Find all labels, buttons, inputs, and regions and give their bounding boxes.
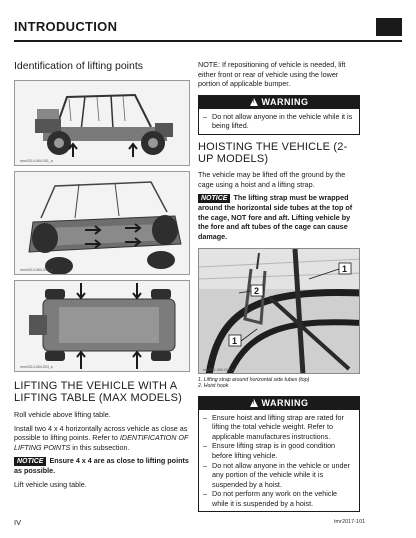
paragraph-lift: Lift vehicle using table. <box>14 479 87 489</box>
warning-label: WARNING <box>261 96 309 107</box>
header-tab-block <box>376 18 402 36</box>
warning-item: – Do not allow anyone in the vehicle while it is being lifted. <box>203 112 355 131</box>
warning-item: – Do not allow anyone in the vehicle or under any portion of the vehicle while it is suspended by a hoist. <box>203 461 355 490</box>
warning-item: – Do not perform any work on the vehicle while it is suspended by a hoist. <box>203 489 355 508</box>
figure-bottom-view <box>14 280 190 372</box>
paragraph-install <box>14 424 196 453</box>
paragraph-roll-vehicle: Roll vehicle above lifting table. <box>14 410 111 419</box>
section-title-hoisting: HOISTING THE VEHICLE (2-UP MODELS) <box>198 140 348 165</box>
warning-body <box>199 109 359 134</box>
notice-badge: NOTICE <box>198 194 230 203</box>
hoist-photo <box>198 248 360 374</box>
notice-paragraph <box>14 456 196 476</box>
paragraph-hoist-intro: The vehicle may be lifted off the ground by the cage using a hoist and a lifting strap. <box>198 169 346 189</box>
callout-number: 1 <box>232 335 238 346</box>
figure-underside-view <box>14 171 190 275</box>
callout-number: 1 <box>342 263 348 274</box>
vehicle-side-view-illustration <box>15 81 190 166</box>
cross-reference-link[interactable]: IDENTIFICATION OF LIFTING POINTS <box>14 433 189 452</box>
vehicle-bottom-illustration <box>15 281 190 372</box>
warning-label: WARNING <box>261 397 309 408</box>
note-paragraph: NOTE: If repositioning of vehicle is needed, lift either front or rear of vehicle using the lower portion of applicable bumper. <box>198 60 346 89</box>
notice-text: Ensure 4 x 4 are as close to lifting points as possible. <box>14 456 189 476</box>
vehicle-underside-illustration <box>15 172 190 275</box>
page-number: IV <box>14 518 22 527</box>
lifting-points-heading: Identification of lifting points <box>14 60 143 72</box>
figure-side-view <box>14 80 190 166</box>
warning-item-text: Ensure hoist and lifting strap are rated for lifting the total vehicle weight. Refer to applicable manufactures instructions. <box>212 412 344 441</box>
hoist-strap-photo-illustration <box>199 249 360 374</box>
warning-header <box>199 397 359 410</box>
figure-code: mmr2014-064-001_a <box>20 159 53 163</box>
figure-code: mmr2014-064-003_a <box>20 365 53 369</box>
warning-body <box>199 410 359 512</box>
install-text: Install two 4 x 4 horizontally across vehicle as close as possible to lifting points. Refer to <box>14 423 188 443</box>
warning-item: – Ensure hoist and lifting strap are rated for lifting the total vehicle weight. Refer to applicable manufactures instructions. <box>203 413 355 442</box>
section-title-lifting-table: LIFTING THE VEHICLE WITH A LIFTING TABLE (MAX MODELS) <box>14 380 182 404</box>
figure-code: mmr2014-064-002_a <box>20 268 53 272</box>
callout-number: 2 <box>254 285 260 296</box>
right-column <box>198 60 360 512</box>
warning-box-hoisting <box>198 396 360 513</box>
warning-box-lifting <box>198 95 360 135</box>
page-title: INTRODUCTION <box>14 19 118 34</box>
warning-triangle-icon: ! <box>250 98 258 106</box>
document-code: tmr2017-101 <box>334 519 366 525</box>
photo-caption-2: 2. Hoist hook <box>198 383 229 390</box>
warning-item: – Ensure lifting strap is in good condition before lifting vehicle. <box>203 441 355 460</box>
left-column <box>14 60 196 490</box>
notice-paragraph <box>198 193 360 241</box>
warning-item-text: Do not perform any work on the vehicle while it is suspended by a hoist. <box>212 489 338 508</box>
notice-badge: NOTICE <box>14 457 46 466</box>
warning-item-text: Do not allow anyone in the vehicle or under any portion of the vehicle while it is suspended by a hoist. <box>212 460 350 489</box>
warning-triangle-icon: ! <box>250 399 258 407</box>
photo-caption-1: 1. Lifting strap around horizontal side tubes (top) <box>198 376 310 383</box>
install-tail: in this subsection. <box>70 442 130 452</box>
warning-header <box>199 96 359 109</box>
page-header <box>14 14 402 42</box>
photo-code: rmr2011-069-004_a <box>203 367 234 372</box>
notice-text: The lifting strap must be wrapped around the horizontal side tubes at the top of the cage, NOT fore and aft. Lifting vehicle by the fore and aft tubes of the cage can cause damage. <box>198 193 353 241</box>
warning-item-text: Do not allow anyone in the vehicle while it is being lifted. <box>212 111 353 131</box>
warning-item-text: Ensure lifting strap is in good condition before lifting vehicle. <box>212 441 336 460</box>
